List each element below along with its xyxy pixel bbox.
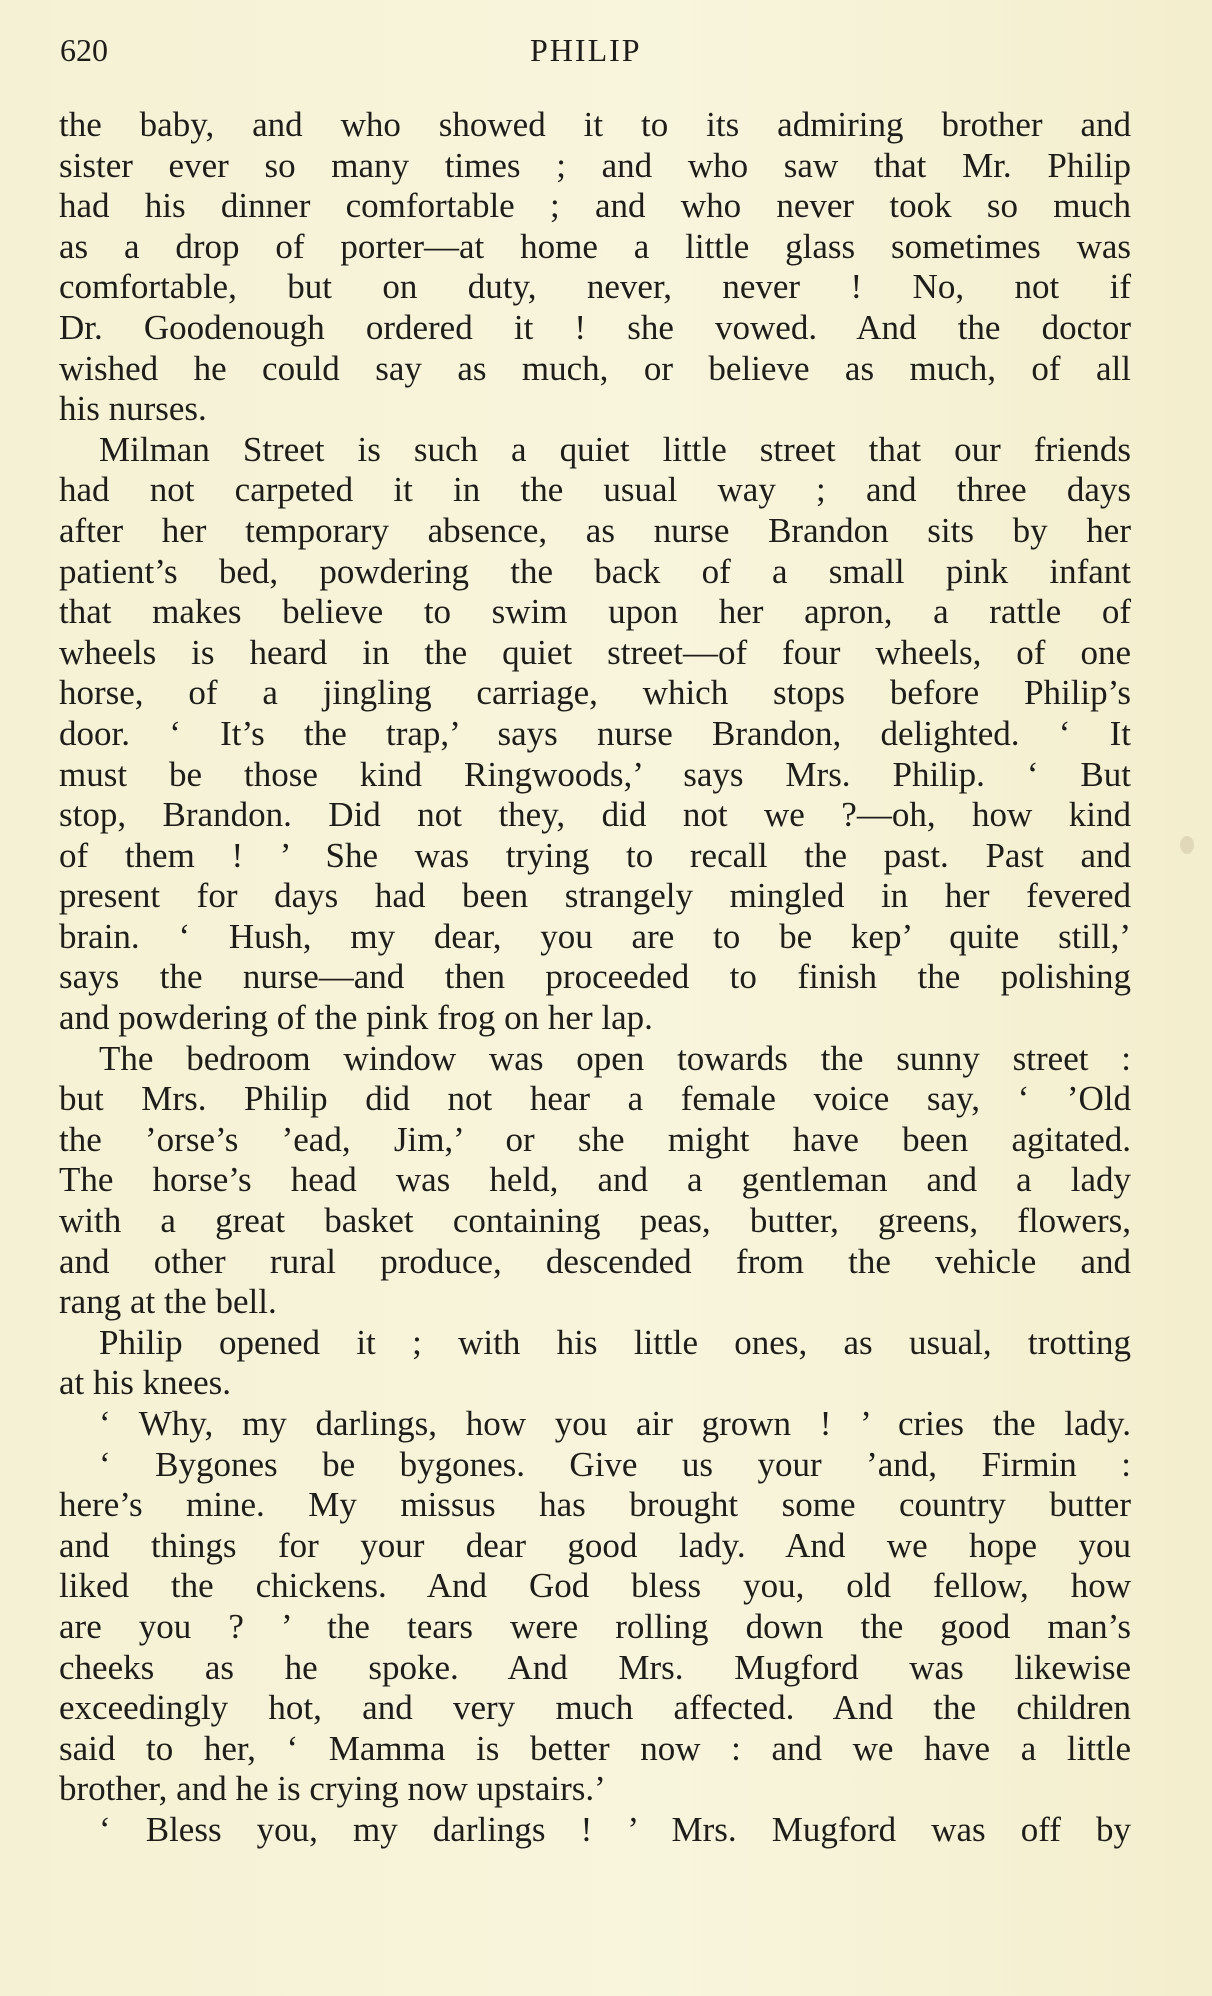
text-line: but Mrs. Philip did not hear a female voice say, ‘ ’Old (59, 1079, 1131, 1119)
text-line: and things for your dear good lady. And we hope you (59, 1525, 1131, 1565)
page-number: 620 (60, 32, 108, 68)
text-line: here’s mine. My missus has brought some country butter (59, 1485, 1131, 1525)
text-line: his nurses. (59, 389, 207, 429)
text-line: patient’s bed, powdering the back of a small pink infant (59, 551, 1131, 591)
body-text (59, 105, 1131, 1851)
text-line: rang at the bell. (59, 1282, 277, 1322)
running-head: PHILIP (530, 32, 642, 68)
text-line: comfortable, but on duty, never, never ! No, not if (59, 267, 1131, 307)
text-line: of them ! ’ She was trying to recall the past. Past and (59, 835, 1131, 875)
text-line: and powdering of the pink frog on her lap. (59, 998, 653, 1038)
text-line: sister ever so many times ; and who saw that Mr. Philip (59, 145, 1131, 185)
text-line: are you ? ’ the tears were rolling down the good man’s (59, 1606, 1131, 1646)
page-header (60, 28, 1130, 72)
text-line: The bedroom window was open towards the sunny street : (99, 1038, 1131, 1078)
text-line: horse, of a jingling carriage, which stops before Philip’s (59, 673, 1131, 713)
text-line: exceedingly hot, and very much affected. And the children (59, 1688, 1131, 1728)
text-line: door. ‘ It’s the trap,’ says nurse Brandon, delighted. ‘ It (59, 713, 1131, 753)
text-line: brother, and he is crying now upstairs.’ (59, 1769, 606, 1809)
text-line: says the nurse—and then proceeded to finish the polishing (59, 957, 1131, 997)
text-line: that makes believe to swim upon her apron, a rattle of (59, 592, 1131, 632)
text-line: had his dinner comfortable ; and who never took so much (59, 186, 1131, 226)
text-line: wished he could say as much, or believe as much, of all (59, 348, 1131, 388)
text-line: the baby, and who showed it to its admiring brother and (59, 105, 1131, 144)
text-line: ‘ Bygones be bygones. Give us your ’and, Firmin : (99, 1444, 1131, 1484)
text-line: as a drop of porter—at home a little glass sometimes was (59, 226, 1131, 266)
text-line: ‘ Bless you, my darlings ! ’ Mrs. Mugford was off by (99, 1809, 1131, 1849)
text-line: cheeks as he spoke. And Mrs. Mugford was likewise (59, 1647, 1131, 1687)
text-line: with a great basket containing peas, butter, greens, flowers, (59, 1201, 1131, 1241)
text-line: ‘ Why, my darlings, how you air grown ! ’ cries the lady. (99, 1404, 1131, 1443)
text-line: liked the chickens. And God bless you, old fellow, how (59, 1566, 1131, 1606)
text-line: present for days had been strangely mingled in her fevered (59, 876, 1131, 916)
text-line: brain. ‘ Hush, my dear, you are to be kep’ quite still,’ (59, 916, 1131, 956)
text-line: stop, Brandon. Did not they, did not we ?—oh, how kind (59, 795, 1131, 835)
text-line: Milman Street is such a quiet little street that our friends (99, 429, 1131, 469)
text-line: The horse’s head was held, and a gentleman and a lady (59, 1160, 1131, 1200)
text-line: said to her, ‘ Mamma is better now : and we have a little (59, 1728, 1131, 1768)
text-line: Dr. Goodenough ordered it ! she vowed. And the doctor (59, 307, 1131, 347)
text-line: the ’orse’s ’ead, Jim,’ or she might have been agitated. (59, 1119, 1131, 1159)
text-line: after her temporary absence, as nurse Brandon sits by her (59, 510, 1131, 550)
text-line: at his knees. (59, 1363, 232, 1403)
text-line: had not carpeted it in the usual way ; and three days (59, 470, 1131, 510)
text-line: Philip opened it ; with his little ones, as usual, trotting (99, 1322, 1131, 1362)
text-line: wheels is heard in the quiet street—of four wheels, of one (59, 632, 1131, 672)
text-line: and other rural produce, descended from the vehicle and (59, 1241, 1131, 1281)
paper-speck (1180, 836, 1194, 854)
text-line: must be those kind Ringwoods,’ says Mrs. Philip. ‘ But (59, 754, 1131, 794)
